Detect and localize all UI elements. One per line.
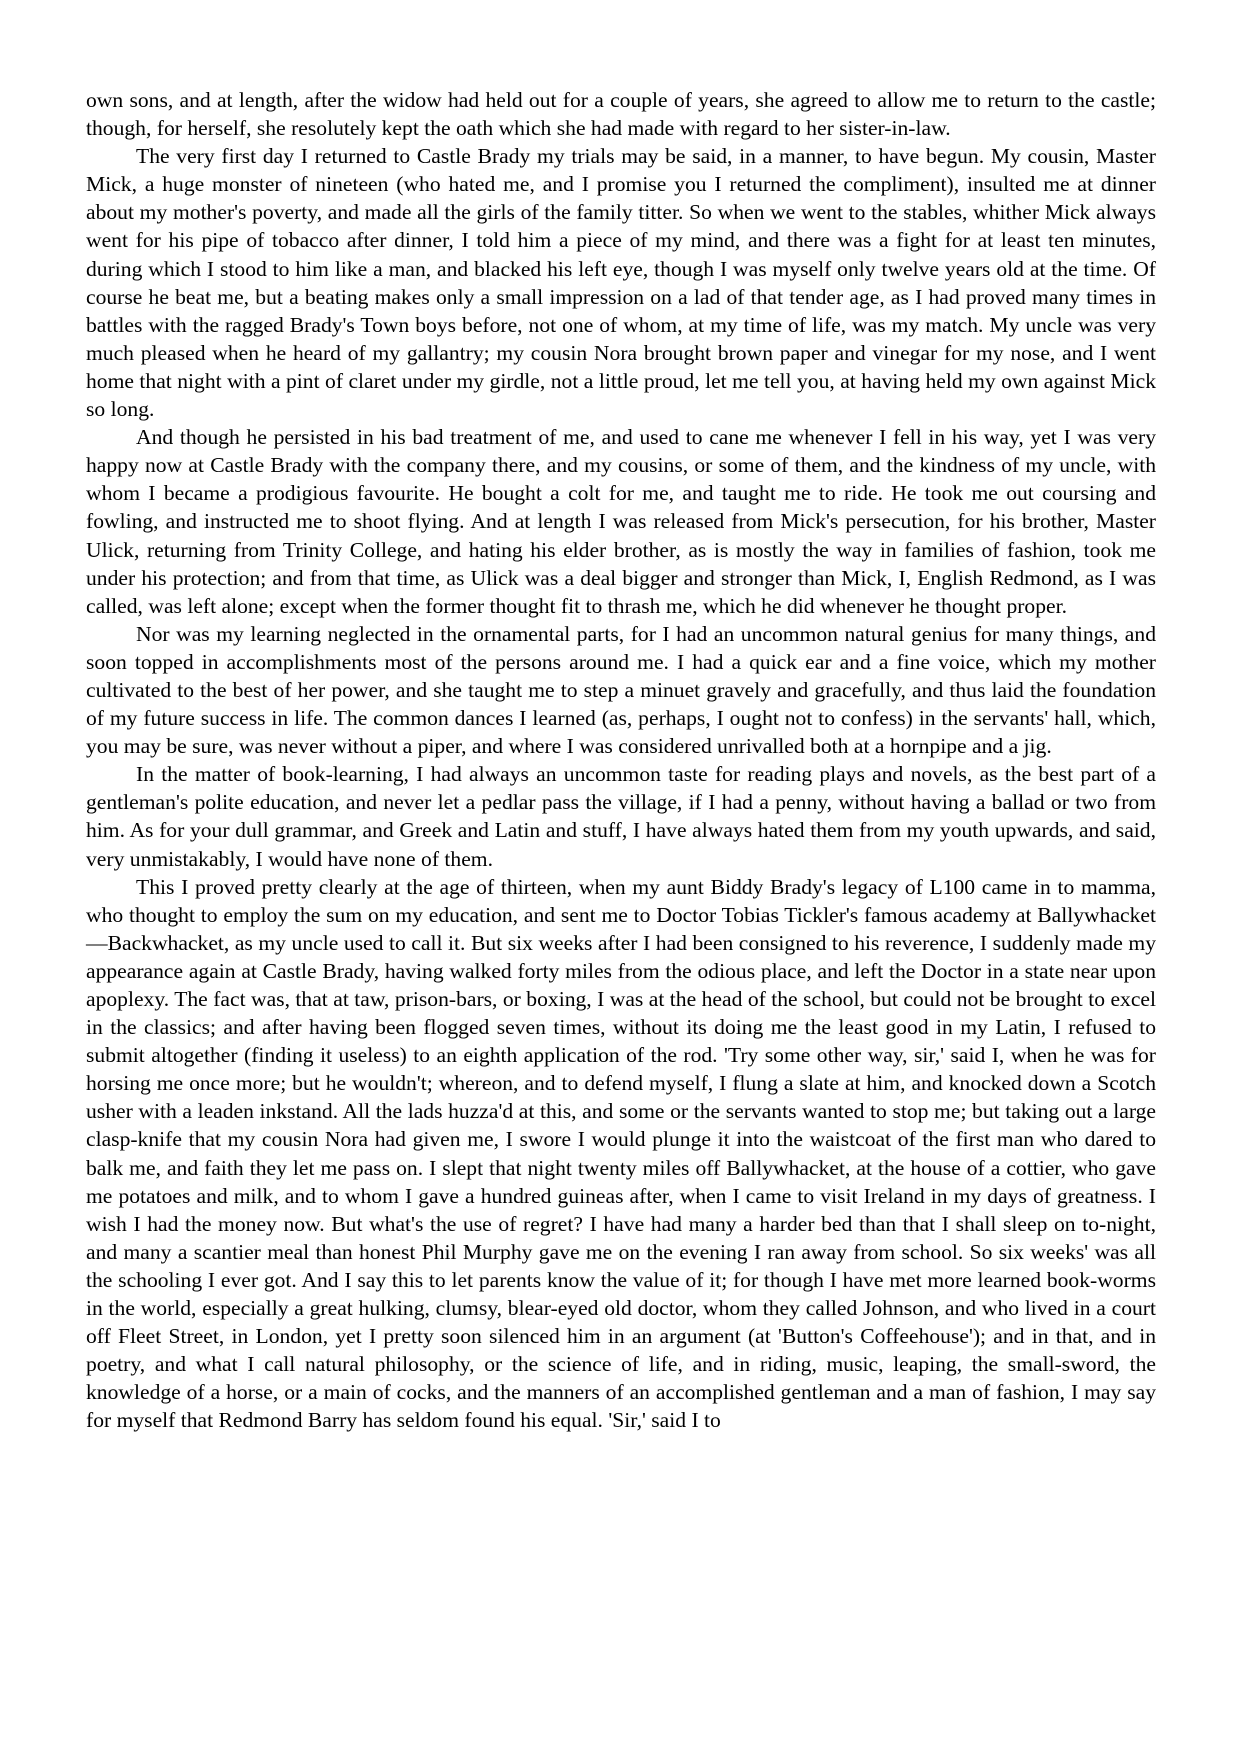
paragraph-uncle-kindness: And though he persisted in his bad treatment of me, and used to cane me whenever I fell in his way, yet I was very happy now at Castle Brady with the company there, and my cousins, or some of them, and the kindness of my uncle, with whom I became a prodigious favourite. He bought a colt for me, and taught me to ride. He took me out coursing and fowling, and instructed me to shoot flying. And at length I was released from Mick's persecution, for his brother, Master Ulick, returning from Trinity College, and hating his elder brother, as is mostly the way in families of fashion, took me under his protection; and from that time, as Ulick was a deal bigger and stronger than Mick, I, English Redmond, as I was called, was left alone; except when the former thought fit to thrash me, which he did whenever he thought proper. [86, 425, 1156, 618]
document-page [86, 86, 1156, 1435]
paragraph-continuation: own sons, and at length, after the widow had held out for a couple of years, she agreed to allow me to return to the castle; though, for herself, she resolutely kept the oath which she had made with regard to her sister-in-law. [86, 88, 1156, 141]
paragraph-accomplishments: Nor was my learning neglected in the ornamental parts, for I had an uncommon natural genius for many things, and soon topped in accomplishments most of the persons around me. I had a quick ear and a fine voice, which my mother cultivated to the best of her power, and she taught me to step a minuet gravely and gracefully, and thus laid the foundation of my future success in life. The common dances I learned (as, perhaps, I ought not to confess) in the servants' hall, which, you may be sure, was never without a piper, and where I was considered unrivalled both at a hornpipe and a jig. [86, 621, 1156, 759]
paragraph-book-learning: In the matter of book-learning, I had always an uncommon taste for reading plays and novels, as the best part of a gentleman's polite education, and never let a pedlar pass the village, if I had a penny, without having a ballad or two from him. As for your dull grammar, and Greek and Latin and stuff, I have always hated them from my youth upwards, and said, very unmistakably, I would have none of them. [86, 762, 1156, 871]
paragraph-school-escape: This I proved pretty clearly at the age of thirteen, when my aunt Biddy Brady's legacy of L100 came in to mamma, who thought to employ the sum on my education, and sent me to Doctor Tobias Tickler's famous academy at Ballywhacket—Backwhacket, as my uncle used to call it. But six weeks after I had been consigned to his reverence, I suddenly made my appearance again at Castle Brady, having walked forty miles from the odious place, and left the Doctor in a state near upon apoplexy. The fact was, that at taw, prison-bars, or boxing, I was at the head of the school, but could not be brought to excel in the classics; and after having been flogged seven times, without its doing me the least good in my Latin, I refused to submit altogether (finding it useless) to an eighth application of the rod. 'Try some other way, sir,' said I, when he was for horsing me once more; but he wouldn't; whereon, and to defend myself, I flung a slate at him, and knocked down a Scotch usher with a leaden inkstand. All the lads huzza'd at this, and some or the servants wanted to stop me; but taking out a large clasp-knife that my cousin Nora had given me, I swore I would plunge it into the waistcoat of the first man who dared to balk me, and faith they let me pass on. I slept that night twenty miles off Ballywhacket, at the house of a cottier, who gave me potatoes and milk, and to whom I gave a hundred guineas after, when I came to visit Ireland in my days of greatness. I wish I had the money now. But what's the use of regret? I have had many a harder bed than that I shall sleep on to-night, and many a scantier meal than honest Phil Murphy gave me on the evening I ran away from school. So six weeks' was all the schooling I ever got. And I say this to let parents know the value of it; for though I have met more learned book-worms in the world, especially a great hulking, clumsy, blear-eyed old doctor, whom they called Johnson, and who lived in a court off Fleet Street, in London, yet I pretty soon silenced him in an argument (at 'Button's Coffeehouse'); and in that, and in poetry, and what I call natural philosophy, or the science of life, and in riding, music, leaping, the small-sword, the knowledge of a horse, or a main of cocks, and the manners of an accomplished gentleman and a man of fashion, I may say for myself that Redmond Barry has seldom found his equal. 'Sir,' said I to [86, 874, 1156, 1433]
paragraph-castle-brady-fight: The very first day I returned to Castle Brady my trials may be said, in a manner, to have begun. My cousin, Master Mick, a huge monster of nineteen (who hated me, and I promise you I returned the compliment), insulted me at dinner about my mother's poverty, and made all the girls of the family titter. So when we went to the stables, whither Mick always went for his pipe of tobacco after dinner, I told him a piece of my mind, and there was a fight for at least ten minutes, during which I stood to him like a man, and blacked his left eye, though I was myself only twelve years old at the time. Of course he beat me, but a beating makes only a small impression on a lad of that tender age, as I had proved many times in battles with the ragged Brady's Town boys before, not one of whom, at my time of life, was my match. My uncle was very much pleased when he heard of my gallantry; my cousin Nora brought brown paper and vinegar for my nose, and I went home that night with a pint of claret under my girdle, not a little proud, let me tell you, at having held my own against Mick so long. [86, 144, 1156, 422]
